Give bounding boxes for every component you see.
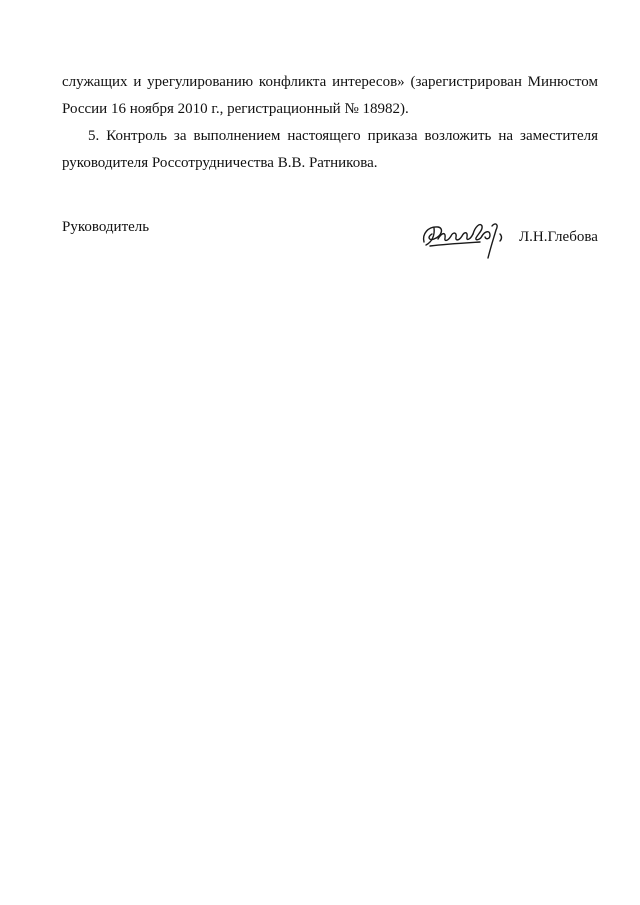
- paragraph-line: России 16 ноября 2010 г., регистрационный № 18982).: [62, 101, 409, 117]
- paragraph-line: руководителя Россотрудничества В.В. Ратникова.: [62, 155, 378, 171]
- signatory-role: Руководитель: [62, 219, 150, 235]
- signatory-name: Л.Н.Глебова: [519, 229, 598, 245]
- paragraph-line: служащих и урегулированию конфликта интересов» (зарегистрирован Минюстом: [62, 74, 598, 90]
- handwritten-signature-icon: [420, 212, 510, 264]
- paragraph-item-5: [62, 123, 598, 177]
- paragraph-line: 5. Контроль за выполнением настоящего приказа возложить на заместителя: [88, 128, 598, 144]
- paragraph-continuation: [62, 69, 598, 123]
